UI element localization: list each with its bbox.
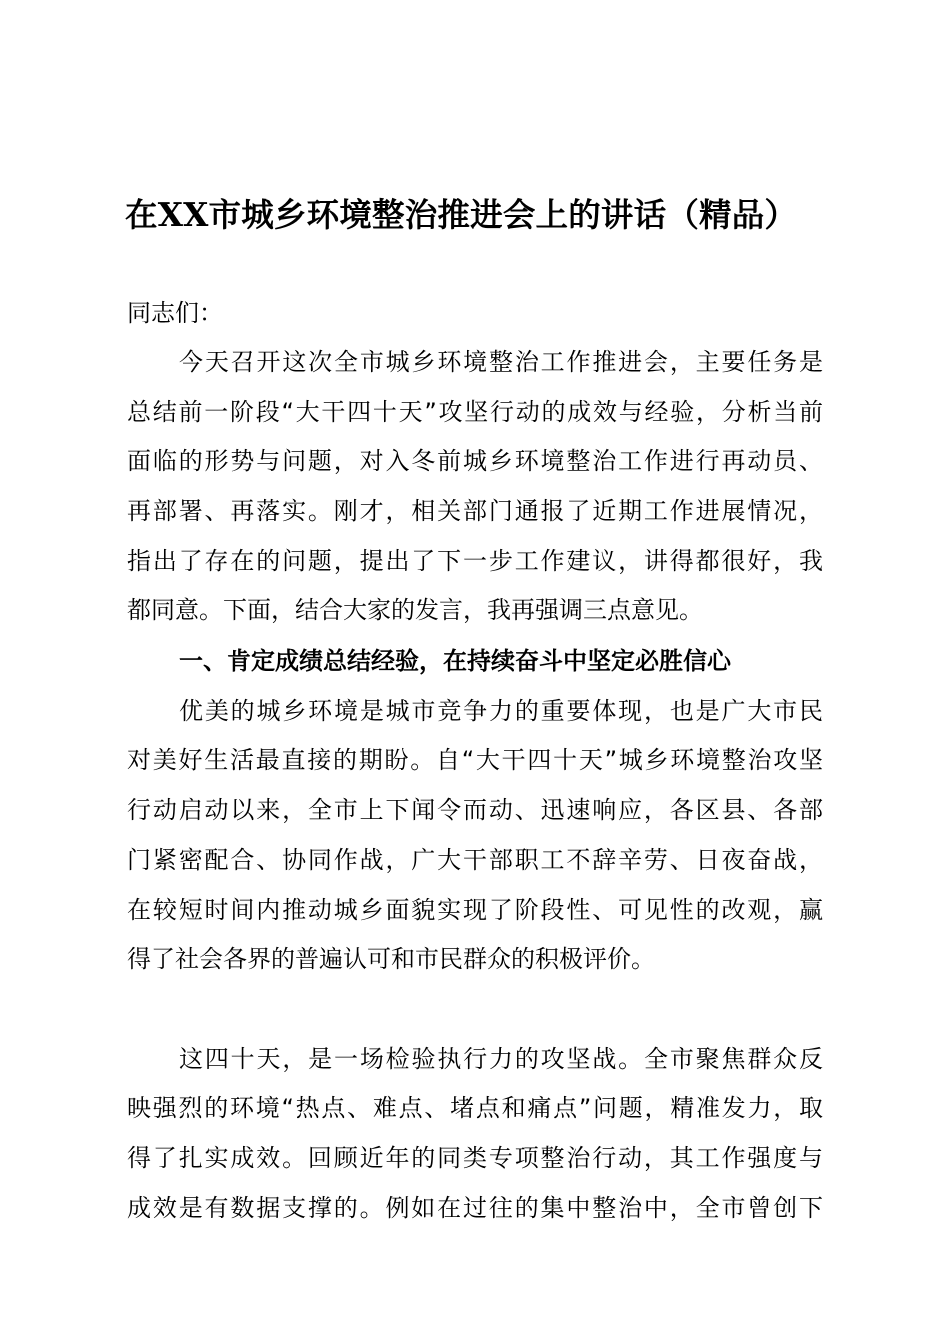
- paragraph-line: 今天召开这次全市城乡环境整治工作推进会，主要任务是: [179, 348, 823, 376]
- paragraph-line: 得了扎实成效。回顾近年的同类专项整治行动，其工作强度与: [127, 1144, 823, 1172]
- paragraph-line: 优美的城乡环境是城市竞争力的重要体现，也是广大市民: [179, 697, 823, 725]
- paragraph-line: 都同意。下面，结合大家的发言，我再强调三点意见。: [127, 596, 703, 624]
- salutation: 同志们：: [127, 299, 223, 327]
- paragraph-line: 这四十天，是一场检验执行力的攻坚战。全市聚焦群众反: [179, 1045, 823, 1073]
- paragraph-line: 总结前一阶段“大干四十天”攻坚行动的成效与经验，分析当前: [127, 398, 823, 426]
- paragraph-line: 面临的形势与问题，对入冬前城乡环境整治工作进行再动员、: [127, 447, 823, 475]
- paragraph-line: 对美好生活最直接的期盼。自“大干四十天”城乡环境整治攻坚: [127, 746, 823, 774]
- paragraph-line: 映强烈的环境“热点、难点、堵点和痛点”问题，精准发力，取: [127, 1094, 823, 1122]
- paragraph-line: 再部署、再落实。刚才，相关部门通报了近期工作进展情况，: [127, 497, 823, 525]
- paragraph-line: 门紧密配合、协同作战，广大干部职工不辞辛劳、日夜奋战，: [127, 846, 823, 874]
- paragraph-line: 行动启动以来，全市上下闻令而动、迅速响应，各区县、各部: [127, 796, 823, 824]
- paragraph-line: 在较短时间内推动城乡面貌实现了阶段性、可见性的改观，赢: [127, 896, 823, 924]
- paragraph-line: 得了社会各界的普遍认可和市民群众的积极评价。: [127, 945, 655, 973]
- section-heading: 一、肯定成绩总结经验，在持续奋斗中坚定必胜信心: [179, 647, 731, 675]
- paragraph-line: 指出了存在的问题，提出了下一步工作建议，讲得都很好，我: [127, 547, 823, 575]
- document-title: 在XX市城乡环境整治推进会上的讲话（精品）: [125, 195, 798, 234]
- paragraph-line: 成效是有数据支撑的。例如在过往的集中整治中，全市曾创下: [127, 1194, 823, 1222]
